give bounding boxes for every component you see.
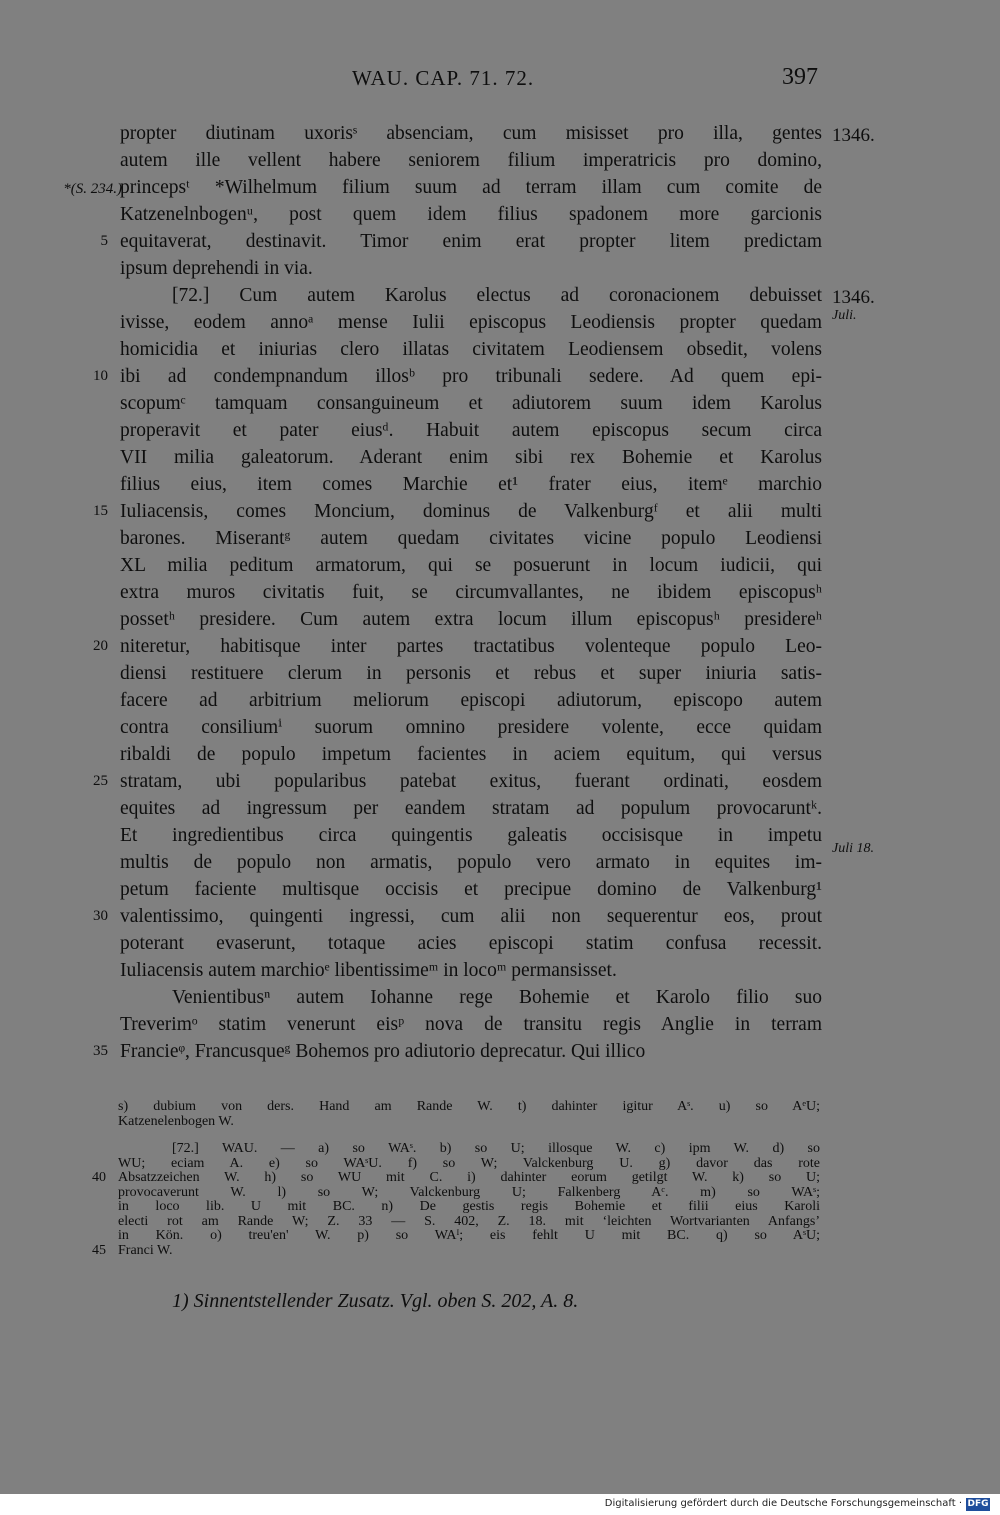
margin-page-reference: *(S. 234.) xyxy=(63,181,122,197)
text-line: propter diutinam uxorisˢ absenciam, cum misisset pro illa, gentes xyxy=(120,123,822,144)
footnote-line: [72.] WAU. — a) so WAˢ. b) so U; illosque W. c) ipm W. d) so xyxy=(172,1141,820,1156)
text-line: XL milia peditum armatorum, qui se posuerunt in locum iudicii, qui xyxy=(120,555,822,576)
text-line: valentissimo, quingenti ingressi, cum alii non sequerentur eos, prout xyxy=(120,906,822,927)
text-line: contra consiliumⁱ suorum omnino presidere volente, ecce quidam xyxy=(120,717,822,738)
text-line: homicidia et iniurias clero illatas civitatem Leodiensem obsedit, volens xyxy=(120,339,822,360)
footnote-line: provocaverunt W. l) so W; Valckenburg U; Falkenberg Aᶜ. m) so WAˢ; xyxy=(118,1184,820,1200)
text-line: facere ad arbitrium meliorum episcopi adiutorum, episcopo autem xyxy=(120,690,822,711)
text-line: Iuliacensis, comes Moncium, dominus de Valkenburgᶠ et alii multi xyxy=(120,501,822,522)
text-line: possetʰ presidere. Cum autem extra locum illum episcopusʰ presidereʰ xyxy=(120,609,822,630)
text-line: VII milia galeatorum. Aderant enim sibi rex Bohemie et Karolus xyxy=(120,447,822,468)
text-line: princepsᵗ *Wilhelmum filium suum ad terram illam cum comite de xyxy=(120,177,822,198)
text-line: diensi restituere clerum in personis et rebus et super iniuria satis- xyxy=(120,663,822,684)
footer-bar xyxy=(0,1496,1000,1515)
text-line: ipsum deprehendi in via. xyxy=(120,258,313,279)
text-line: ibi ad condempnandum illosᵇ pro tribunali sedere. Ad quem epi- xyxy=(120,366,822,387)
footnote-line: WU; eciam A. e) so WAˢU. f) so W; Valckenburg U. g) davor das rote xyxy=(118,1155,820,1171)
text-line: ribaldi de populo impetum facientes in aciem equitum, qui versus xyxy=(120,744,822,765)
text-line: Venientibusⁿ autem Iohanne rege Bohemie et Karolo filio suo xyxy=(172,987,822,1008)
text-line: stratam, ubi popularibus patebat exitus, fuerant ordinati, eosdem xyxy=(120,771,822,792)
line-number: 15 xyxy=(93,503,108,519)
text-line: extra muros civitatis fuit, se circumvallantes, ne ibidem episcopusʰ xyxy=(120,582,822,603)
footnote-line: in loco lib. U mit BC. n) De gestis regis Bohemie et filii eius Karoli xyxy=(118,1199,820,1214)
text-line: barones. Miserantᵍ autem quedam civitates vicine populo Leodiensi xyxy=(120,528,822,549)
footnote-line-number: 45 xyxy=(92,1242,106,1258)
text-line: Katzenelnbogenᵘ, post quem idem filius spadonem more garcionis xyxy=(120,204,822,225)
footnote-line: in Kön. o) treu'en' W. p) so WAᴵ; eis fehlt U mit BC. q) so AˢU; xyxy=(118,1228,820,1243)
text-line: poterant evaserunt, totaque acies episcopi statim confusa recessit. xyxy=(120,933,822,954)
footnote-line: Franci W. xyxy=(118,1242,173,1258)
line-number: 25 xyxy=(93,773,108,789)
line-number: 35 xyxy=(93,1043,108,1059)
footnote-line: Katzenelenbogen W. xyxy=(118,1113,234,1129)
funding-credit: Digitalisierung gefördert durch die Deutsche Forschungsgemeinschaft · xyxy=(604,1498,962,1509)
text-line: properavit et pater eiusᵈ. Habuit autem episcopus secum circa xyxy=(120,420,822,441)
text-line: equitaverat, destinavit. Timor enim erat propter litem predictam xyxy=(120,231,822,252)
line-number: 5 xyxy=(100,233,108,249)
margin-year: 1346. xyxy=(832,125,875,146)
line-number: 10 xyxy=(93,368,108,384)
line-number: 30 xyxy=(93,908,108,924)
text-line: filius eius, item comes Marchie et¹ frater eius, itemᵉ marchio xyxy=(120,474,822,495)
footnote-line: Absatzzeichen W. h) so WU mit C. i) dahinter eorum getilgt W. k) so U; xyxy=(118,1170,820,1185)
page-number: 397 xyxy=(782,64,818,90)
text-line: equites ad ingressum per eandem stratam ad populum provocaruntᵏ. xyxy=(120,798,822,819)
margin-month: Juli. xyxy=(832,308,857,323)
footnote-line: s) dubium von ders. Hand am Rande W. t) dahinter igitur Aˢ. u) so AᵉU; xyxy=(118,1099,820,1114)
margin-year: 1346. xyxy=(832,287,875,308)
text-line: scopumᶜ tamquam consanguineum et adiutorem suum idem Karolus xyxy=(120,393,822,414)
text-line: multis de populo non armatis, populo vero armato in equites im- xyxy=(120,852,822,873)
text-line: Et ingredientibus circa quingentis galeatis occisisque in impetu xyxy=(120,825,822,846)
line-number: 20 xyxy=(93,638,108,654)
text-line: Treverimᵒ statim venerunt eisᵖ nova de transitu regis Anglie in terram xyxy=(120,1014,822,1035)
text-line: Iuliacensis autem marchioᵉ libentissimeᵐ in locoᵐ permansisset. xyxy=(120,960,617,981)
text-line: Francieᵠ, Francusqueᵍ Bohemos pro adiutorio deprecatur. Qui illico xyxy=(120,1041,646,1062)
text-line: [72.] Cum autem Karolus electus ad coronacionem debuisset xyxy=(172,285,822,306)
dfg-logo: DFG xyxy=(967,1499,989,1509)
editor-note: 1) Sinnentstellender Zusatz. Vgl. oben S. 202, A. 8. xyxy=(172,1290,579,1312)
running-header: WAU. CAP. 71. 72. xyxy=(352,66,535,90)
text-line: autem ille vellent habere seniorem filium imperatricis pro domino, xyxy=(120,150,822,171)
margin-date: Juli 18. xyxy=(832,841,874,856)
text-line: ivisse, eodem annoᵃ mense Iulii episcopus Leodiensis propter quedam xyxy=(120,312,822,333)
footnote-line: electi rot am Rande W; Z. 33 — S. 402, Z. 18. mit ‘leichten Wortvarianten Anfangs’ xyxy=(118,1213,820,1229)
text-line: niteretur, habitisque inter partes tractatibus volenteque populo Leo- xyxy=(120,636,822,657)
footnote-line-number: 40 xyxy=(92,1170,106,1185)
text-line: petum faciente multisque occisis et precipue domino de Valkenburg¹ xyxy=(120,879,822,900)
